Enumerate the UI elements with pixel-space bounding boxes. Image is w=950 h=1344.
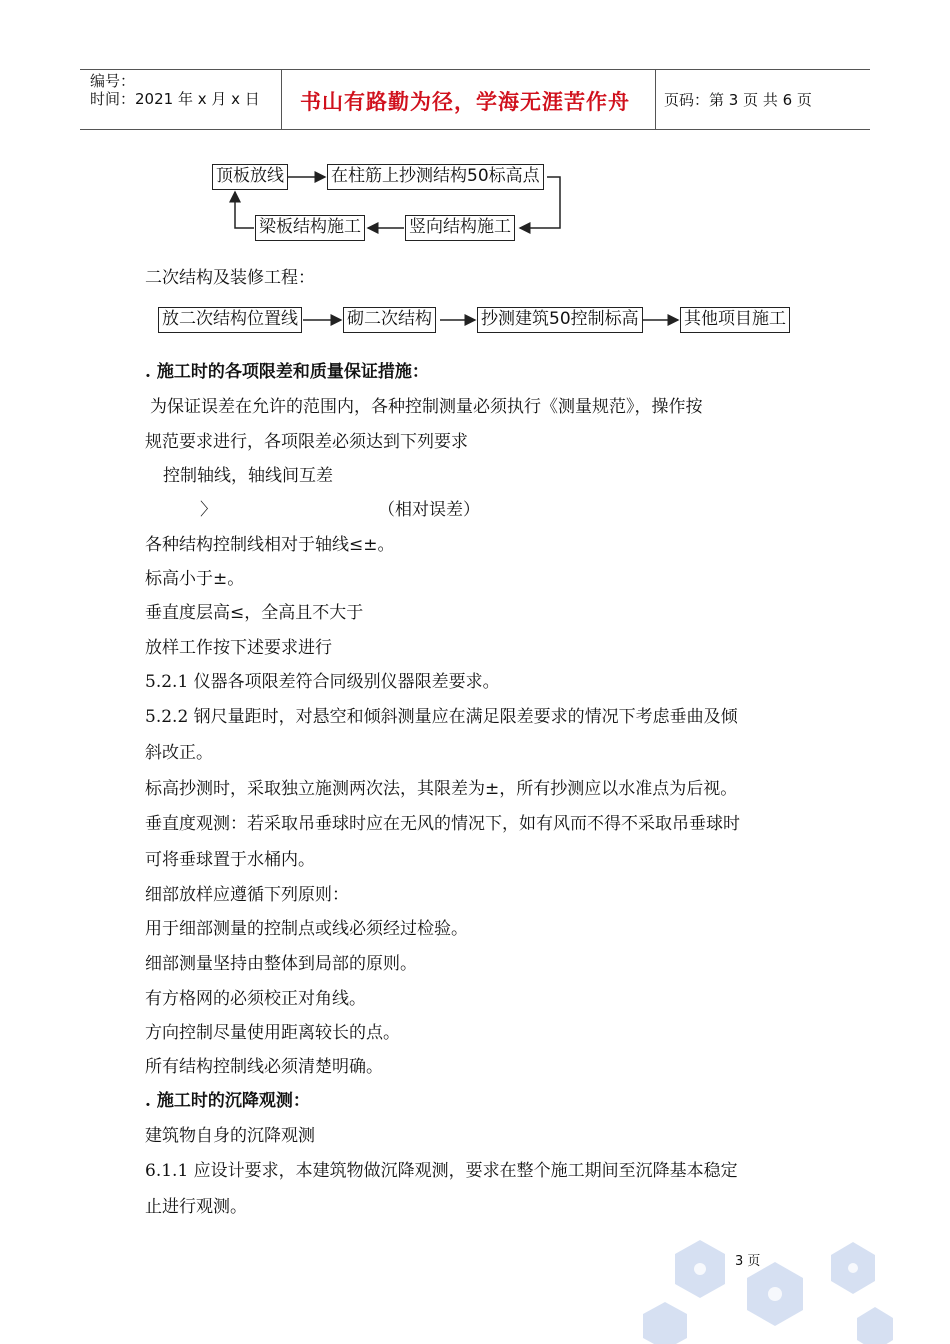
paragraph-line: 细部放样应遵循下列原则： [145, 885, 349, 905]
flow2-box-masonry: 砌二次结构 [343, 307, 436, 333]
flow1-box-vertical-structure: 竖向结构施工 [405, 215, 515, 241]
paragraph-line: 止进行观测。 [145, 1197, 247, 1217]
paragraph-line: 〉 [200, 500, 217, 520]
paragraph-line: 6.1.1 应设计要求，本建筑物做沉降观测，要求在整个施工期间至沉降基本稳定 [145, 1161, 738, 1181]
snowflake-watermark-icon [625, 1232, 895, 1344]
paragraph-line: 可将垂球置于水桶内。 [145, 850, 315, 870]
flow2-box-elevation-control: 抄测建筑50控制标高 [477, 307, 643, 333]
paragraph-line: （相对误差） [378, 500, 480, 520]
paragraph-line: 控制轴线，轴线间互差 [163, 466, 333, 486]
paragraph-line: 为保证误差在允许的范围内，各种控制测量必须执行《测量规范》，操作按 [150, 397, 703, 417]
paragraph-line: 标高小于±。 [145, 569, 245, 589]
paragraph-line: 所有结构控制线必须清楚明确。 [145, 1057, 383, 1077]
paragraph-line: 用于细部测量的控制点或线必须经过检验。 [145, 919, 468, 939]
paragraph-line: 垂直度层高≤，全高且不大于 [145, 603, 364, 623]
flow2-box-other-items: 其他项目施工 [680, 307, 790, 333]
header-number-label: 编号： [90, 72, 136, 90]
flow1-box-column-elevation: 在柱筋上抄测结构50标高点 [327, 164, 544, 190]
arrow-4-1 [235, 192, 254, 228]
paragraph-line: 垂直度观测：若采取吊垂球时应在无风的情况下，如有风而不得不采取吊垂球时 [145, 814, 740, 834]
paragraph-line: 细部测量坚持由整体到局部的原则。 [145, 954, 417, 974]
header-date: 时间：2021 年 x 月 x 日 [90, 90, 260, 108]
heading-settlement: . 施工时的沉降观测： [145, 1091, 310, 1111]
header-motto: 书山有路勤为径，学海无涯苦作舟 [300, 90, 630, 114]
paragraph-line: 建筑物自身的沉降观测 [145, 1126, 315, 1146]
header-page-info: 页码：第 3 页 共 6 页 [664, 91, 812, 109]
section-secondary-title: 二次结构及装修工程： [145, 268, 315, 288]
flow1-box-roof-layout: 顶板放线 [212, 164, 288, 190]
flow2-box-secondary-layout: 放二次结构位置线 [158, 307, 302, 333]
paragraph-line: 5.2.2 钢尺量距时，对悬空和倾斜测量应在满足限差要求的情况下考虑垂曲及倾 [145, 707, 738, 727]
paragraph-line: 方向控制尽量使用距离较长的点。 [145, 1023, 400, 1043]
paragraph-line: 放样工作按下述要求进行 [145, 638, 332, 658]
flow1-box-beam-slab: 梁板结构施工 [255, 215, 365, 241]
footer-page-number: 3 页 [735, 1254, 761, 1269]
paragraph-line: 有方格网的必须校正对角线。 [145, 989, 366, 1009]
paragraph-line: 规范要求进行，各项限差必须达到下列要求 [145, 432, 468, 452]
heading-tolerances: . 施工时的各项限差和质量保证措施： [145, 362, 429, 382]
paragraph-line: 斜改正。 [145, 743, 213, 763]
paragraph-line: 各种结构控制线相对于轴线≤±。 [145, 535, 395, 555]
paragraph-line: 标高抄测时，采取独立施测两次法，其限差为±，所有抄测应以水准点为后视。 [145, 779, 738, 799]
paragraph-line: 5.2.1 仪器各项限差符合同级别仪器限差要求。 [145, 672, 500, 692]
